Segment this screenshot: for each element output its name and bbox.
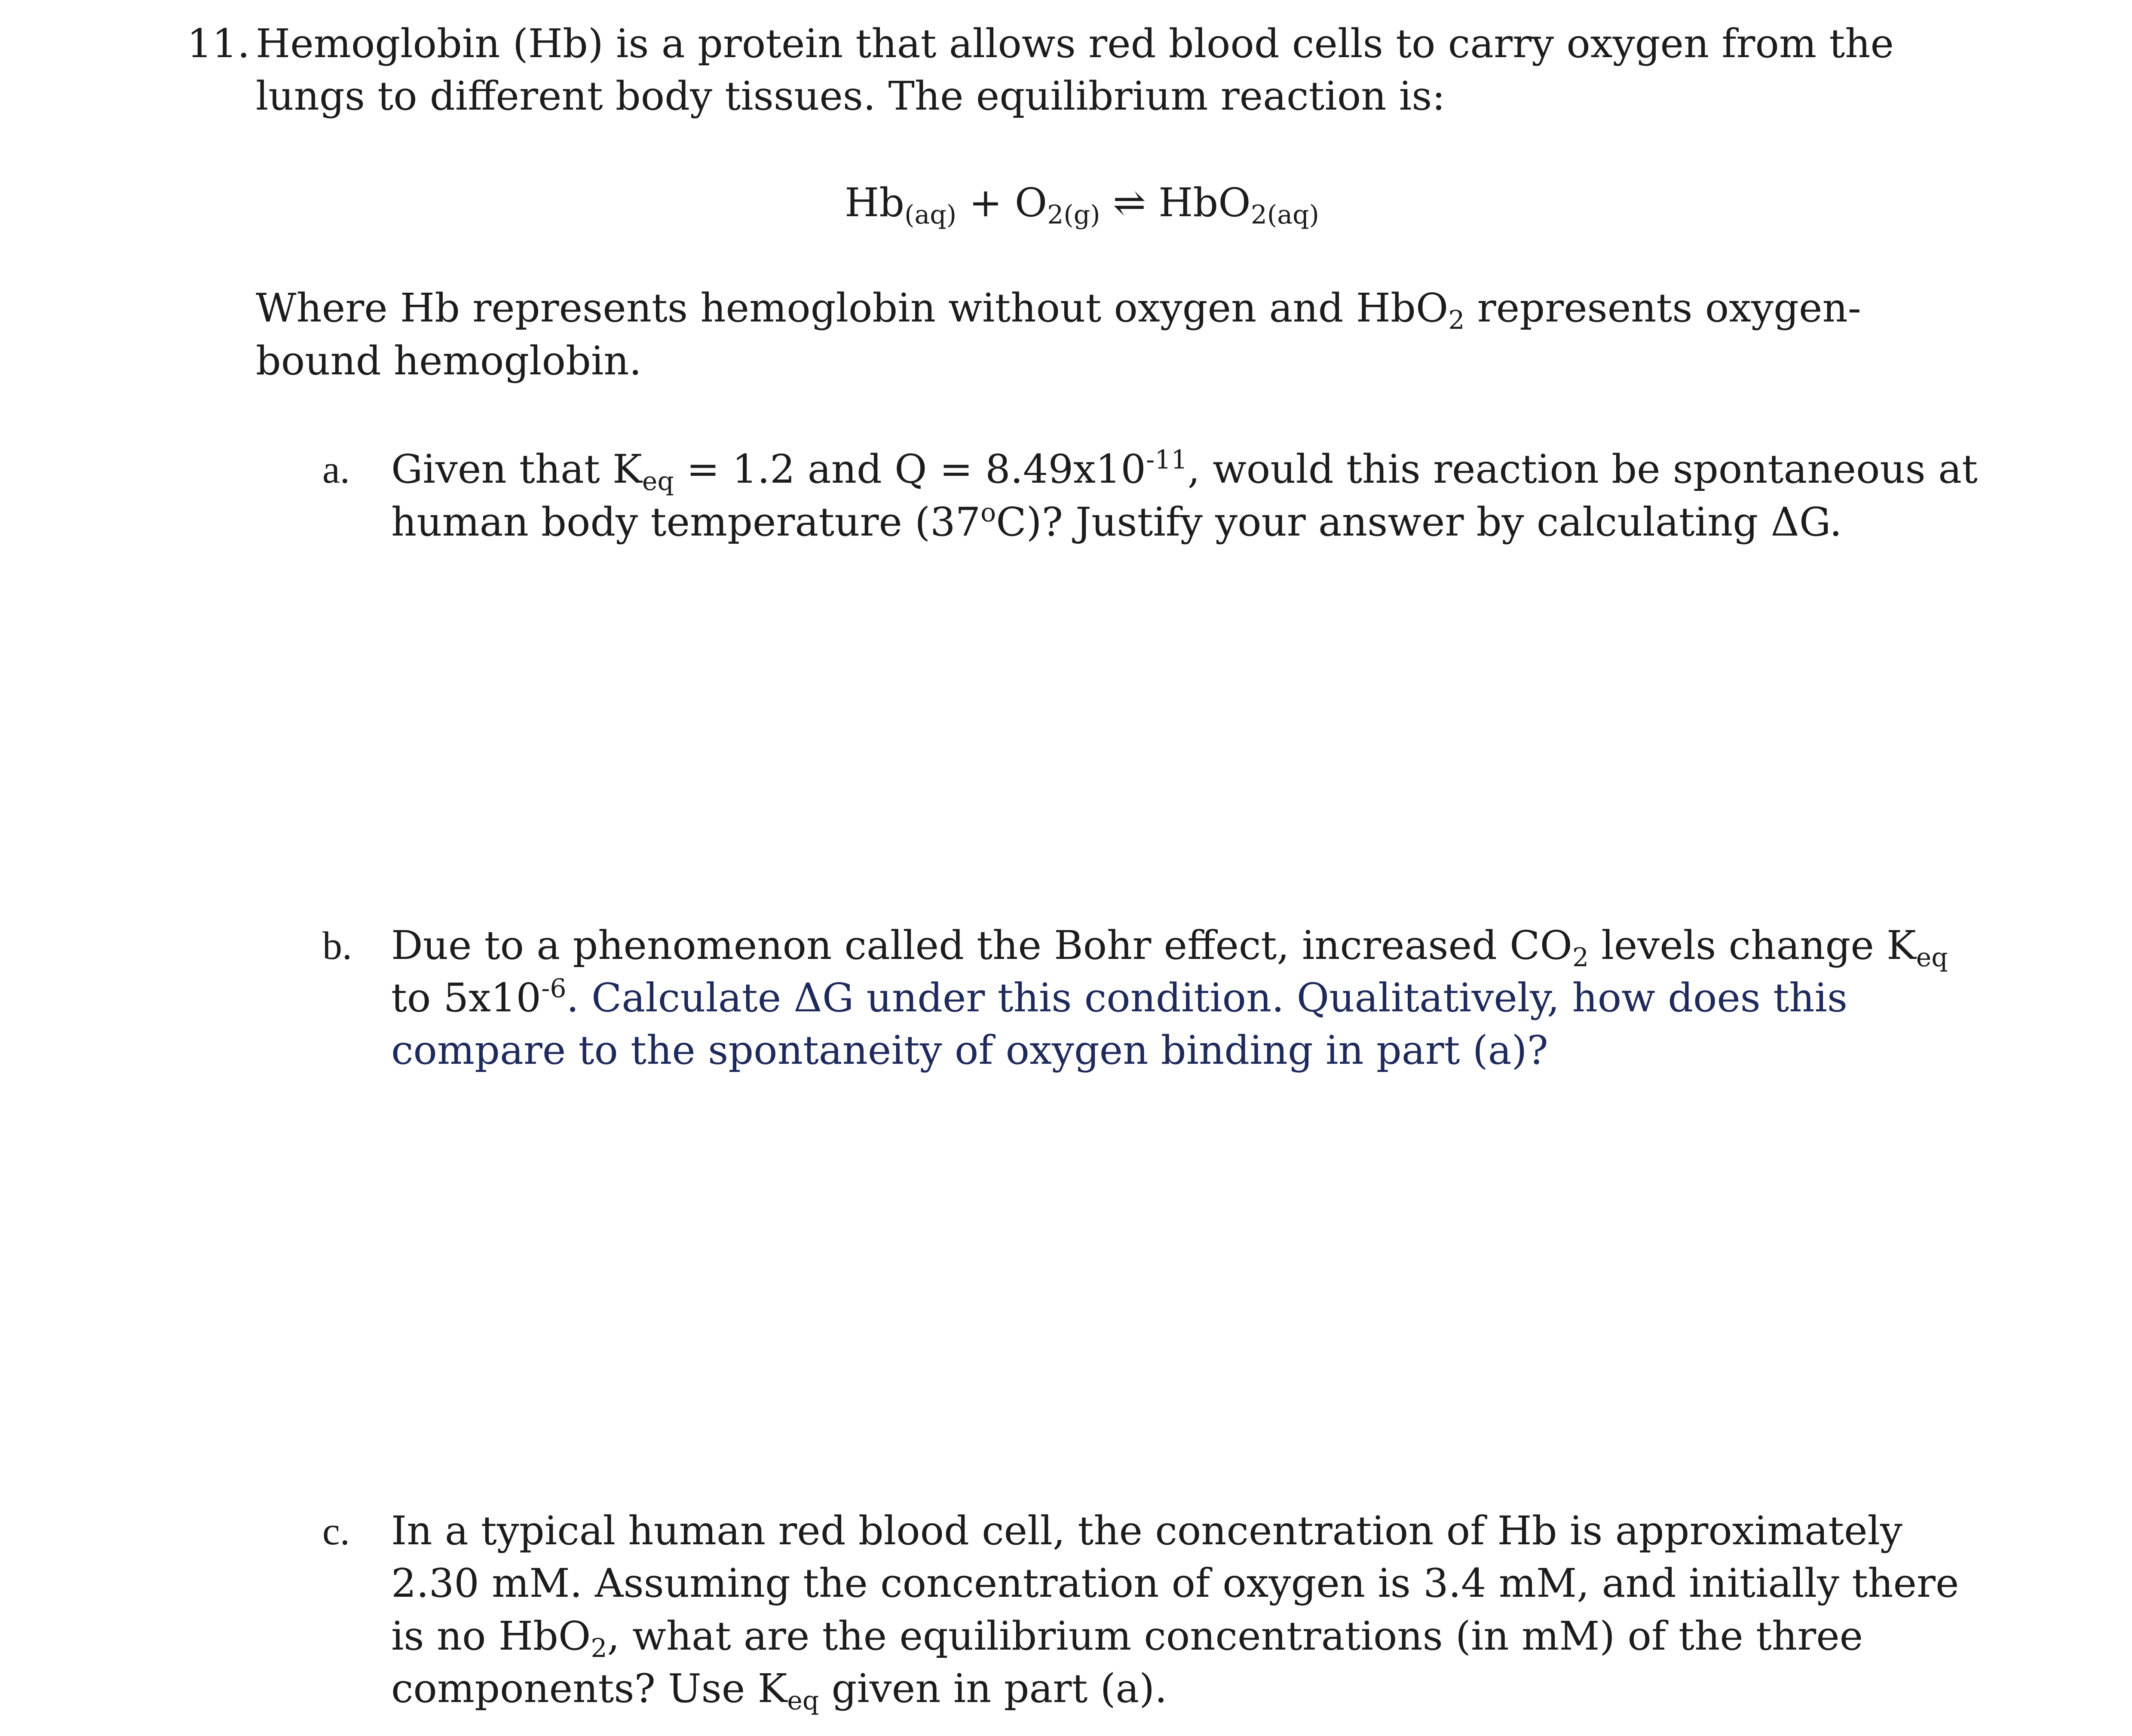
part-c-marker: c. bbox=[322, 1509, 350, 1553]
plus-sign: + bbox=[969, 180, 1002, 226]
part-c-line-4: components? Use $K_{eq}$ given in part (a). bbox=[391, 1666, 1167, 1716]
hb-state: (aq) bbox=[904, 199, 957, 230]
part-b-line-3: compare to the spontaneity of oxygen binding in part (a)? bbox=[391, 1027, 1548, 1073]
part-a-line-2: human body temperature (37$^o$C)? Justify your answer by calculating ΔG. bbox=[391, 498, 1842, 545]
intro-line-1: Hemoglobin (Hb) is a protein that allows red blood cells to carry oxygen from the bbox=[256, 21, 1894, 67]
part-c-line-2: 2.30 mM. Assuming the concentration of oxygen is 3.4 mM, and initially there bbox=[391, 1560, 1959, 1606]
hbo2-species: HbO bbox=[1158, 180, 1251, 226]
part-a-line-1: Given that $K_{eq} = 1.2$ and $Q = 8.49x10^{-11}$, would this reaction be spontaneous at bbox=[391, 445, 1978, 496]
part-b-line-2: to $5x10^{-6}$. Calculate ΔG under this condition. Qualitatively, how does this bbox=[391, 974, 1848, 1021]
part-b-line-1: Due to a phenomenon called the Bohr effect, increased $CO_2$ levels change $K_{eq}$ bbox=[391, 922, 1948, 973]
intro-line-2: lungs to different body tissues. The equilibrium reaction is: bbox=[256, 73, 1446, 119]
where-line-2: bound hemoglobin. bbox=[256, 338, 642, 384]
part-b-marker: b. bbox=[322, 924, 352, 968]
where-line-1: Where Hb represents hemoglobin without oxygen and HbO$_2$ represents oxygen- bbox=[256, 285, 1861, 335]
part-c-line-3: is no HbO$_2$, what are the equilibrium concentrations (in mM) of the three bbox=[391, 1613, 1863, 1663]
hbo2-state: 2(aq) bbox=[1250, 199, 1319, 230]
part-c-line-1: In a typical human red blood cell, the concentration of Hb is approximately bbox=[391, 1508, 1902, 1554]
hb-species: Hb bbox=[845, 180, 905, 226]
o2-state: 2(g) bbox=[1047, 199, 1100, 230]
equilibrium-equation bbox=[845, 176, 1319, 230]
part-a-marker: a. bbox=[322, 447, 350, 491]
equilibrium-arrow-icon: ⇌ bbox=[1112, 180, 1146, 226]
o2-species: O bbox=[1014, 180, 1048, 226]
question-number: 11. bbox=[187, 21, 250, 67]
